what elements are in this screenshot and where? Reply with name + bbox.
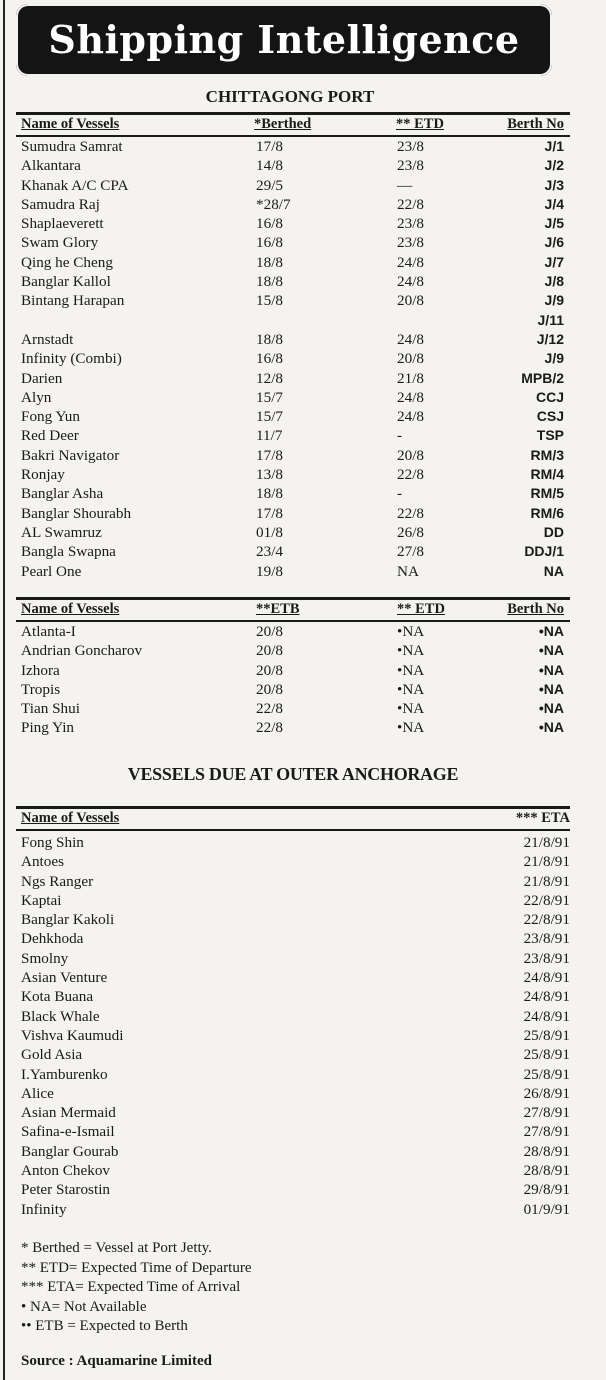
eta-date: 25/8/91 xyxy=(523,1046,570,1064)
etd-date: 26/8 xyxy=(397,523,425,541)
vessel-name: Antoes xyxy=(21,853,65,871)
vessel-name: Banglar Asha xyxy=(21,485,104,503)
etb-date: 22/8 xyxy=(256,700,284,718)
table-row xyxy=(0,661,606,680)
etb-date: 20/8 xyxy=(256,642,284,660)
eta-date: 23/8/91 xyxy=(523,949,570,967)
etd-date: 24/8 xyxy=(397,273,425,291)
berthed-date: 17/8 xyxy=(256,504,284,522)
berthed-date: 15/7 xyxy=(256,388,284,406)
vessel-name: Qing he Cheng xyxy=(21,253,113,271)
etd-date: •NA xyxy=(397,642,425,660)
vessel-name: Gold Asia xyxy=(21,1046,83,1064)
legend-notes xyxy=(21,1239,252,1337)
eta-date: 24/8/91 xyxy=(523,1007,570,1025)
table-row xyxy=(0,137,606,156)
etd-date: 20/8 xyxy=(397,350,425,368)
table-row xyxy=(0,465,606,484)
table-row xyxy=(0,388,606,407)
berth-number: NA xyxy=(543,562,564,579)
berthed-date: 18/8 xyxy=(256,273,284,291)
table-row xyxy=(0,910,606,929)
table-row xyxy=(0,1045,606,1064)
eta-date: 24/8/91 xyxy=(523,988,570,1006)
berth-number: RM/6 xyxy=(530,504,564,521)
berthed-date: 19/8 xyxy=(256,562,284,580)
vessel-name: Kota Buana xyxy=(21,988,94,1006)
berthed-date: 15/7 xyxy=(256,408,284,426)
vessel-name: Shaplaeverett xyxy=(21,215,104,233)
berthed-date: 17/8 xyxy=(256,138,284,155)
table-row xyxy=(0,311,606,330)
vessel-name: Banglar Kakoli xyxy=(21,911,115,929)
berth-number: CCJ xyxy=(535,388,564,405)
vessel-name: Ngs Ranger xyxy=(21,872,94,890)
table-row xyxy=(0,852,606,871)
etb-date: 20/8 xyxy=(256,661,284,679)
eta-date: 29/8/91 xyxy=(523,1181,570,1199)
berth-number: •NA xyxy=(538,700,564,717)
vessel-name: Fong Shin xyxy=(21,834,84,851)
etd-date: 23/8 xyxy=(397,138,425,155)
table-row xyxy=(0,833,606,852)
vessel-name: AL Swamruz xyxy=(21,523,102,541)
table-row xyxy=(0,968,606,987)
berth-number: •NA xyxy=(538,719,564,736)
vessel-name: Black Whale xyxy=(21,1007,100,1025)
table-row xyxy=(0,987,606,1006)
vessel-name: Fong Yun xyxy=(21,408,80,426)
etd-date: 22/8 xyxy=(397,466,425,484)
berthed-date: 15/8 xyxy=(256,292,284,310)
source-credit: Source : Aquamarine Limited xyxy=(21,1353,212,1369)
vessel-name: Banglar Kallol xyxy=(21,273,111,291)
berth-number: •NA xyxy=(538,623,564,639)
eta-date: 27/8/91 xyxy=(523,1104,570,1122)
table-row xyxy=(0,949,606,968)
eta-date: 25/8/91 xyxy=(523,1026,570,1044)
berthed-date: 16/8 xyxy=(256,215,284,233)
vessel-name: Ronjay xyxy=(21,466,65,484)
table-row xyxy=(0,929,606,948)
etd-date: — xyxy=(397,176,413,194)
vessel-name: Anton Chekov xyxy=(21,1162,111,1180)
eta-date: 22/8/91 xyxy=(523,891,570,909)
berth-number: RM/3 xyxy=(530,446,564,463)
berth-number: DDJ/1 xyxy=(524,543,564,560)
table-row xyxy=(0,1026,606,1045)
eta-date: 21/8/91 xyxy=(523,853,570,871)
berth-number: J/2 xyxy=(544,157,564,174)
table2-body xyxy=(0,622,606,738)
vessel-name: Bakri Navigator xyxy=(21,446,120,464)
berth-number: J/12 xyxy=(536,330,564,347)
table-row xyxy=(0,542,606,561)
vessel-name: Ping Yin xyxy=(21,719,75,737)
berth-number: •NA xyxy=(538,680,564,697)
etd-date: •NA xyxy=(397,661,425,679)
table-row xyxy=(0,872,606,891)
table-row xyxy=(0,1122,606,1141)
table-row xyxy=(0,176,606,195)
divider xyxy=(16,112,570,115)
col-berthno-header: Berth No xyxy=(507,601,564,617)
col-berthed-header: *Berthed xyxy=(254,116,312,132)
col-eta-header: *** ETA xyxy=(515,810,570,826)
col-etd-header: ** ETD xyxy=(396,116,444,132)
table-row xyxy=(0,523,606,542)
etb-date: 22/8 xyxy=(256,719,284,737)
vessel-name: Alkantara xyxy=(21,157,81,175)
eta-date: 21/8/91 xyxy=(523,872,570,890)
vessel-name: Bintang Harapan xyxy=(21,292,125,310)
eta-date: 28/8/91 xyxy=(523,1142,570,1160)
vessel-name: Darien xyxy=(21,369,63,387)
vessel-name: Pearl One xyxy=(21,562,82,580)
anchorage-title: VESSELS DUE AT OUTER ANCHORAGE xyxy=(127,764,459,784)
divider xyxy=(16,829,570,831)
berthed-date: *28/7 xyxy=(256,195,291,213)
vessel-name: Banglar Shourabh xyxy=(21,504,132,522)
table-row xyxy=(0,1007,606,1026)
eta-date: 26/8/91 xyxy=(523,1084,570,1102)
berth-number: J/7 xyxy=(544,253,564,270)
berth-number: J/8 xyxy=(544,273,564,290)
table-row xyxy=(0,291,606,310)
berthed-date: 29/5 xyxy=(256,176,284,194)
table-row xyxy=(0,253,606,272)
legend-note: *** ETA= Expected Time of Arrival xyxy=(21,1279,241,1295)
berthed-date: 11/7 xyxy=(256,427,283,445)
table-row xyxy=(0,1161,606,1180)
eta-date: 28/8/91 xyxy=(523,1162,570,1180)
table-row xyxy=(0,349,606,368)
table-row xyxy=(0,233,606,252)
table-row xyxy=(0,718,606,737)
vessel-name: Alyn xyxy=(21,388,52,406)
etd-date: •NA xyxy=(397,623,425,640)
vessel-name: Andrian Goncharov xyxy=(21,642,143,660)
table-row xyxy=(0,622,606,641)
berthed-date: 18/8 xyxy=(256,485,284,503)
etd-date: •NA xyxy=(397,719,425,737)
berth-number: J/5 xyxy=(544,215,564,232)
etb-date: 20/8 xyxy=(256,623,284,640)
table-row xyxy=(0,1065,606,1084)
table-row xyxy=(0,426,606,445)
table-row xyxy=(0,156,606,175)
eta-date: 01/9/91 xyxy=(523,1200,570,1218)
table-row xyxy=(0,891,606,910)
table1-body xyxy=(0,137,606,581)
berth-number: DD xyxy=(543,523,564,540)
etd-date: 24/8 xyxy=(397,388,425,406)
anchorage-body xyxy=(0,833,606,1219)
eta-date: 27/8/91 xyxy=(523,1123,570,1141)
etb-date: 20/8 xyxy=(256,680,284,698)
col-name-header: Name of Vessels xyxy=(21,601,120,617)
vessel-name: Sumudra Samrat xyxy=(21,138,123,155)
vessel-name: Smolny xyxy=(21,949,69,967)
table-row xyxy=(0,214,606,233)
berthed-date: 18/8 xyxy=(256,330,284,348)
col-name-header: Name of Vessels xyxy=(21,116,120,132)
table-row xyxy=(0,641,606,660)
etd-date: - xyxy=(397,427,403,445)
berthed-date: 16/8 xyxy=(256,234,284,252)
legend-note: • NA= Not Available xyxy=(21,1298,147,1315)
berth-number: MPB/2 xyxy=(521,369,564,386)
etd-date: 24/8 xyxy=(397,330,425,348)
table-row xyxy=(0,195,606,214)
berthed-date: 13/8 xyxy=(256,466,284,484)
table1-header xyxy=(0,116,606,134)
berth-number: TSP xyxy=(536,427,564,444)
table-row xyxy=(0,446,606,465)
eta-date: 23/8/91 xyxy=(523,930,570,948)
table-row xyxy=(0,330,606,349)
vessel-name: Peter Starostin xyxy=(21,1181,111,1199)
etd-date: - xyxy=(397,485,403,503)
divider xyxy=(16,806,570,809)
vessel-name: Tropis xyxy=(21,680,61,698)
vessel-name: Alice xyxy=(21,1084,54,1102)
vessel-name: Infinity xyxy=(21,1200,67,1218)
banner-title: Shipping Intelligence xyxy=(48,17,520,62)
berth-number: J/9 xyxy=(544,350,564,367)
etd-date: 24/8 xyxy=(397,253,425,271)
etd-date: 24/8 xyxy=(397,408,425,426)
vessel-name: Dehkhoda xyxy=(21,930,84,948)
etd-date: 20/8 xyxy=(397,292,425,310)
berthed-date: 23/4 xyxy=(256,543,284,561)
table-row xyxy=(0,562,606,581)
berth-number: J/1 xyxy=(544,138,564,154)
eta-date: 21/8/91 xyxy=(523,834,570,851)
eta-date: 25/8/91 xyxy=(523,1065,570,1083)
vessel-name: Arnstadt xyxy=(21,330,74,348)
etd-date: 23/8 xyxy=(397,234,425,252)
table-row xyxy=(0,369,606,388)
berthed-date: 17/8 xyxy=(256,446,284,464)
etd-date: 22/8 xyxy=(397,195,425,213)
berth-number: CSJ xyxy=(536,408,564,425)
legend-note: ** ETD= Expected Time of Departure xyxy=(21,1259,252,1276)
berth-number: J/3 xyxy=(544,176,564,193)
etd-date: 23/8 xyxy=(397,215,425,233)
legend-note: * Berthed = Vessel at Port Jetty. xyxy=(21,1240,212,1256)
vessel-name: Bangla Swapna xyxy=(21,543,116,561)
etd-date: 27/8 xyxy=(397,543,425,561)
etd-date: •NA xyxy=(397,700,425,718)
table-row xyxy=(0,1103,606,1122)
vessel-name: I.Yamburenko xyxy=(21,1065,108,1083)
berth-number: •NA xyxy=(538,642,564,659)
col-berthno-header: Berth No xyxy=(507,116,564,132)
vessel-name: Safina-e-Ismail xyxy=(21,1123,115,1141)
berth-number: •NA xyxy=(538,661,564,678)
table-row xyxy=(0,407,606,426)
etd-date: NA xyxy=(397,562,419,580)
table-row xyxy=(0,680,606,699)
berthed-date: 01/8 xyxy=(256,523,284,541)
berth-number: J/4 xyxy=(544,195,564,212)
legend-note: •• ETB = Expected to Berth xyxy=(21,1318,188,1334)
berthed-date: 16/8 xyxy=(256,350,284,368)
col-etb-header: **ETB xyxy=(256,601,300,617)
table-row xyxy=(0,504,606,523)
eta-date: 22/8/91 xyxy=(523,911,570,929)
etd-date: 20/8 xyxy=(397,446,425,464)
vessel-name: Atlanta-I xyxy=(21,623,76,640)
table2-header xyxy=(0,601,606,619)
etd-date: 23/8 xyxy=(397,157,425,175)
vessel-name: Asian Mermaid xyxy=(21,1104,116,1122)
divider xyxy=(16,597,570,600)
berthed-date: 12/8 xyxy=(256,369,284,387)
vessel-name: Samudra Raj xyxy=(21,195,100,213)
col-name-header: Name of Vessels xyxy=(21,810,120,826)
berthed-date: 18/8 xyxy=(256,253,284,271)
eta-date: 24/8/91 xyxy=(523,969,570,987)
table-row xyxy=(0,272,606,291)
port-title: CHITTAGONG PORT xyxy=(205,87,375,106)
table-row xyxy=(0,699,606,718)
berth-number: J/6 xyxy=(544,234,564,251)
etd-date: 22/8 xyxy=(397,504,425,522)
vessel-name: Red Deer xyxy=(21,427,79,445)
vessel-name: Asian Venture xyxy=(21,969,108,987)
berth-number: RM/5 xyxy=(530,485,564,502)
vessel-name: Banglar Gourab xyxy=(21,1142,119,1160)
table-row xyxy=(0,484,606,503)
vessel-name: Infinity (Combi) xyxy=(21,350,122,368)
vessel-name: Izhora xyxy=(21,661,60,679)
table-row xyxy=(0,1180,606,1199)
berth-number: J/9 xyxy=(544,292,564,309)
col-etd-header: ** ETD xyxy=(397,601,445,617)
table-row xyxy=(0,1142,606,1161)
vessel-name: Kaptai xyxy=(21,891,62,909)
berthed-date: 14/8 xyxy=(256,157,284,175)
table-row xyxy=(0,1084,606,1103)
etd-date: •NA xyxy=(397,680,425,698)
berth-number: J/11 xyxy=(537,311,564,328)
anchorage-header xyxy=(0,810,606,828)
vessel-name: Tian Shui xyxy=(21,700,80,718)
etd-date: 21/8 xyxy=(397,369,425,387)
table-row xyxy=(0,1200,606,1219)
vessel-name: Vishva Kaumudi xyxy=(21,1026,124,1044)
vessel-name: Swam Glory xyxy=(21,234,99,252)
berth-number: RM/4 xyxy=(530,466,564,483)
vessel-name: Khanak A/C CPA xyxy=(21,176,129,194)
